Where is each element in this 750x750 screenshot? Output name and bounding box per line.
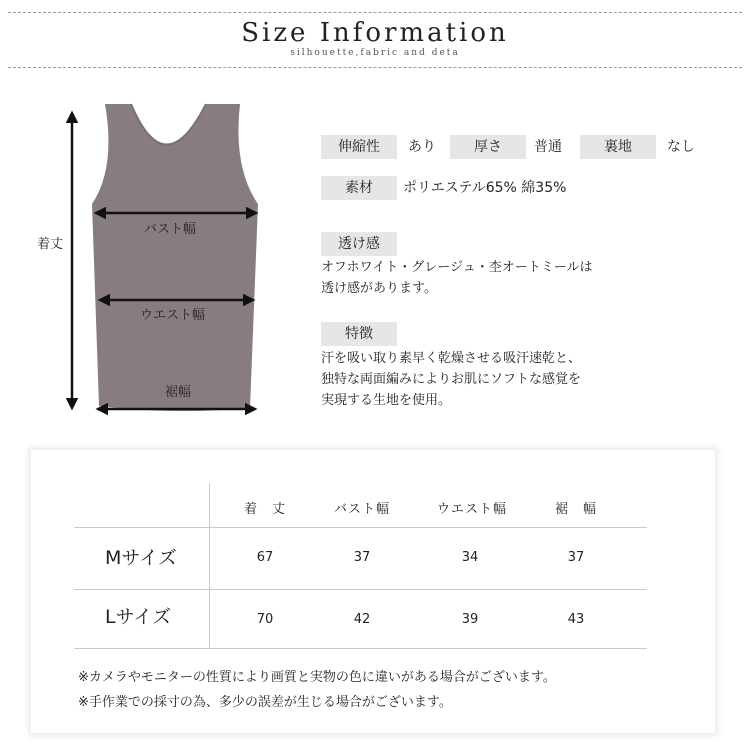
size-row-label-l: Lサイズ bbox=[105, 606, 172, 628]
m-hem-value: 37 bbox=[567, 550, 585, 565]
m-bust-value: 37 bbox=[353, 550, 371, 565]
note-color-difference: ※カメラやモニターの性質により画質と実物の色に違いがある場合がございます。 bbox=[78, 670, 556, 685]
stretch-tag: 伸縮性 bbox=[321, 135, 397, 159]
waist-label: ウエスト幅 bbox=[140, 308, 206, 323]
header-top-divider bbox=[8, 12, 742, 13]
m-waist-value: 34 bbox=[461, 550, 479, 565]
l-waist-value: 39 bbox=[461, 612, 479, 627]
sheer-description-line-1: オフホワイト・グレージュ・杢オートミールは bbox=[321, 260, 593, 275]
lining-value: なし bbox=[667, 139, 695, 155]
column-header-length: 着 丈 bbox=[243, 502, 286, 517]
l-length-value: 70 bbox=[256, 612, 274, 627]
feature-description-line-3: 実現する生地を使用。 bbox=[321, 393, 452, 408]
l-hem-value: 43 bbox=[567, 612, 585, 627]
table-column-divider bbox=[209, 483, 210, 648]
l-bust-value: 42 bbox=[353, 612, 371, 627]
column-header-waist: ウエスト幅 bbox=[436, 502, 507, 517]
stretch-value: あり bbox=[408, 139, 436, 155]
page-subtitle: silhouette,fabric and deta bbox=[290, 48, 460, 58]
tank-top-illustration bbox=[0, 90, 300, 430]
material-value: ポリエステル65% 綿35% bbox=[403, 180, 567, 196]
m-length-value: 67 bbox=[256, 550, 274, 565]
material-tag: 素材 bbox=[321, 176, 397, 200]
table-bottom-divider bbox=[74, 648, 647, 649]
feature-tag: 特徴 bbox=[321, 322, 397, 346]
size-table-card bbox=[31, 450, 715, 733]
column-header-bust: バスト幅 bbox=[333, 502, 390, 517]
note-measurement-error: ※手作業での採寸の為、多少の誤差が生じる場合がございます。 bbox=[78, 695, 452, 710]
hem-label: 裾幅 bbox=[165, 385, 192, 400]
lining-tag: 裏地 bbox=[580, 135, 656, 159]
tank-top-body bbox=[92, 104, 258, 411]
column-header-hem: 裾 幅 bbox=[554, 502, 597, 517]
feature-description-line-2: 独特な両面編みによりお肌にソフトな感覚を bbox=[321, 372, 582, 387]
thickness-value: 普通 bbox=[534, 139, 562, 155]
table-header-divider bbox=[74, 527, 647, 528]
length-label: 着丈 bbox=[37, 237, 64, 252]
sheer-description-line-2: 透け感があります。 bbox=[321, 281, 437, 296]
page-title: Size Information bbox=[241, 18, 509, 48]
sheer-tag: 透け感 bbox=[321, 232, 397, 256]
size-row-label-m: Mサイズ bbox=[105, 547, 177, 569]
header-bottom-divider bbox=[8, 67, 742, 68]
table-row-divider bbox=[74, 589, 647, 590]
thickness-tag: 厚さ bbox=[450, 135, 526, 159]
feature-description-line-1: 汗を吸い取り素早く乾燥させる吸汗速乾と、 bbox=[321, 351, 582, 366]
bust-label: バスト幅 bbox=[144, 222, 197, 237]
